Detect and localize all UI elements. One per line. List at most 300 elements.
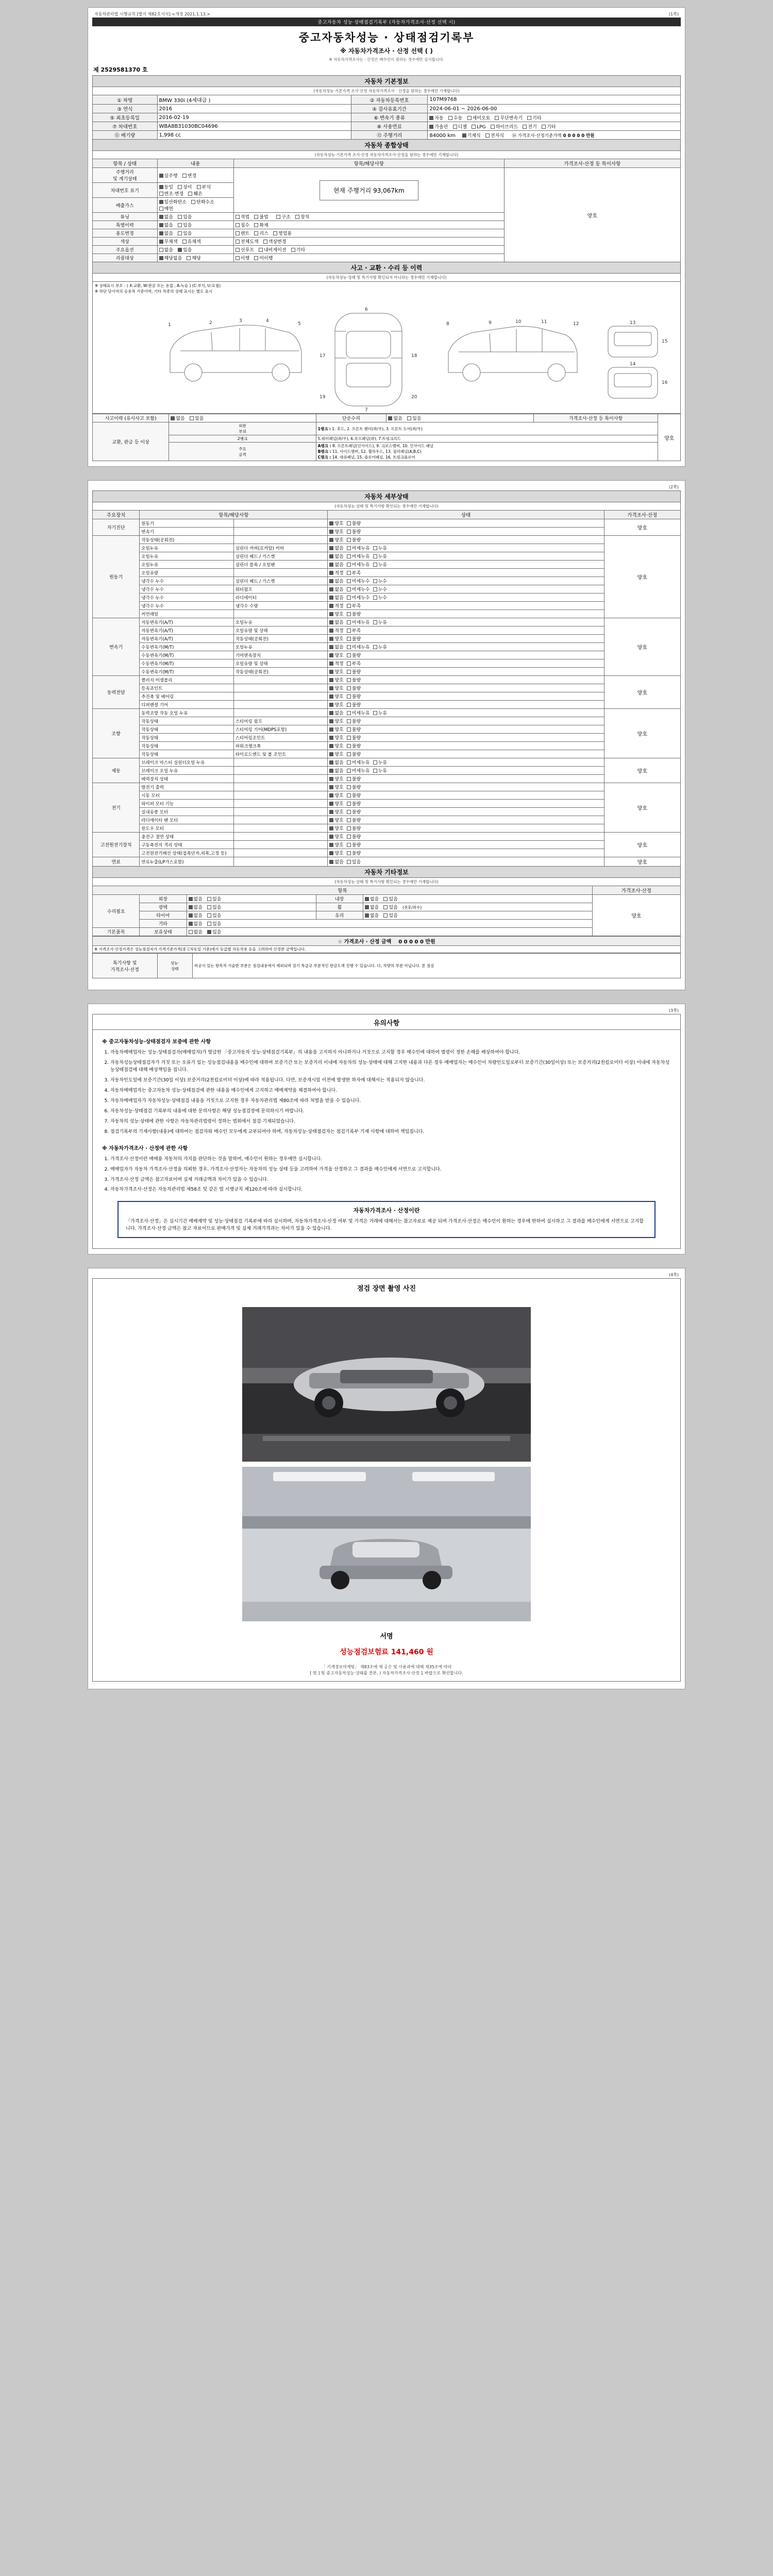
detail-item-sub: 스티어링 기어(MDPS포함) (233, 725, 328, 734)
detail-item-label: 원동기 (140, 519, 234, 528)
detail-item-sub: 오일누유 (233, 618, 328, 626)
chk-불량[interactable]: 불량 (347, 726, 361, 733)
chk-usage-yes[interactable]: 있음 (178, 230, 192, 236)
detail-item-sub: 워터펌프 (233, 585, 328, 594)
chk-meter-mech[interactable]: 기계식 (462, 132, 481, 139)
detail-item-sub (233, 783, 328, 791)
chk-trans-etc[interactable]: 기타 (527, 114, 541, 121)
chk-불량[interactable]: 불량 (347, 817, 361, 823)
chk-option-yes[interactable]: 있음 (178, 246, 192, 253)
simple-repair-value (386, 414, 533, 422)
chk-양호[interactable]: 양호 (329, 784, 343, 790)
chk-없음[interactable]: 없음 (329, 553, 343, 560)
chk-적정[interactable]: 적정 (329, 660, 343, 667)
chk-etc-none[interactable]: 없음 (189, 920, 203, 927)
chk-trans-auto[interactable]: 자동 (429, 114, 443, 121)
chk-미세누유[interactable]: 미세누유 (347, 643, 370, 650)
chk-tuning-yes[interactable]: 있음 (178, 213, 192, 220)
chk-fire[interactable]: 화재 (254, 222, 268, 228)
detail-item-sub: 오일누유 (233, 643, 328, 651)
document-number (92, 63, 681, 75)
notice-item: 1. 자동차매매업자는 성능·상태점검자(매매업자)가 발급한 「중고자동차 성능·상태점검기록부」의 내용을 고지하지 아니하거나 거짓으로 고지할 경우 매수인에 대하여 법령이 정한 손해를 배상하여야 합니다. (110, 1049, 671, 1057)
detail-options (328, 536, 604, 544)
detail-row (93, 651, 681, 659)
photo-area (92, 1297, 681, 1682)
detail-item-label: 추진축 및 베어링 (140, 692, 234, 701)
chk-fuel-diesel[interactable]: 디젤 (453, 123, 467, 130)
chk-glass-yes[interactable]: 있음 (383, 912, 397, 919)
detail-options (328, 569, 604, 577)
col-detail-group: 주요장치 (93, 511, 140, 519)
detail-item-sub (233, 841, 328, 849)
chk-recall-yes[interactable]: 해당 (187, 255, 200, 261)
detail-group-label: 원동기 (93, 536, 140, 618)
label-disp: ⑪ 배기량 (93, 131, 158, 140)
detail-row (93, 775, 681, 783)
row-usage-sub (233, 229, 504, 238)
chk-recall-done[interactable]: 이행 (236, 255, 249, 261)
row-color-label: 색상 (93, 238, 158, 246)
chk-int-yes[interactable]: 있음 (383, 895, 397, 902)
chk-lease[interactable]: 리스 (254, 230, 268, 236)
chk-불량[interactable]: 불량 (347, 742, 361, 749)
chk-미세누유[interactable]: 미세누유 (347, 561, 370, 568)
chk-양호[interactable]: 양호 (329, 841, 343, 848)
chk-etc-yes[interactable]: 있음 (207, 920, 221, 927)
chk-vin-corrode[interactable]: 부식 (197, 183, 211, 190)
repair-interior-opts (363, 895, 592, 903)
detail-row (93, 692, 681, 701)
chk-불량[interactable]: 불량 (347, 808, 361, 815)
chk-양호[interactable]: 양호 (329, 792, 343, 799)
detail-item-sub: 오일유량 및 상태 (233, 626, 328, 635)
special-note-table (92, 953, 681, 978)
chk-mileage-real[interactable]: 실주행 (159, 172, 178, 179)
chk-미세누유[interactable]: 미세누유 (347, 767, 370, 774)
detail-item-label: 실내송풍 모터 (140, 808, 234, 816)
detail-item-label: 라디에이터 팬 모터 (140, 816, 234, 824)
chk-tire-none[interactable]: 없음 (189, 912, 203, 919)
chk-양호[interactable]: 양호 (329, 817, 343, 823)
chk-fuel-lpg[interactable]: LPG (472, 125, 485, 130)
chk-없음[interactable]: 없음 (329, 709, 343, 716)
special-note-sub: 성능· 상태 (157, 954, 192, 978)
notice-sec2-head: ※ 자동차가격조사 · 산정에 관한 사항 (102, 1146, 188, 1152)
row-recall-sub (233, 254, 504, 262)
chk-vin-damage[interactable]: 훼손 (188, 190, 202, 197)
chk-불량[interactable]: 불량 (347, 784, 361, 790)
chk-history-yes[interactable]: 있음 (178, 222, 192, 228)
chk-accident-yes[interactable]: 있음 (190, 415, 204, 421)
chk-양호[interactable]: 양호 (329, 685, 343, 691)
chk-미세누유[interactable]: 미세누유 (347, 553, 370, 560)
chk-없음[interactable]: 없음 (329, 545, 343, 551)
chk-fuel-elec[interactable]: 전기 (523, 123, 536, 130)
notice-item: 7. 자동차의 성능·상태에 관한 사항은 자동차관리법령이 정하는 범위에서 점검·기재되었습니다. (110, 1118, 671, 1126)
chk-양호[interactable]: 양호 (329, 528, 343, 535)
detail-options (328, 659, 604, 668)
detail-row (93, 643, 681, 651)
chk-불량[interactable]: 불량 (347, 701, 361, 708)
detail-item-sub: 작동상태(공회전) (233, 635, 328, 643)
chk-basic-yes[interactable]: 있음 (207, 928, 221, 935)
chk-co[interactable]: 일산화탄소 (159, 198, 187, 205)
detail-row (93, 544, 681, 552)
chk-양호[interactable]: 양호 (329, 808, 343, 815)
label-year: ③ 연식 (93, 105, 158, 113)
chk-trans-manual[interactable]: 수동 (448, 114, 462, 121)
detail-row (93, 742, 681, 750)
detail-body (93, 519, 681, 867)
page-2 (88, 480, 685, 990)
detail-item-sub: 실린더 블록 / 오일팬 (233, 561, 328, 569)
chk-미세누유[interactable]: 미세누유 (347, 619, 370, 625)
detail-options (328, 808, 604, 816)
chk-wheel-yes[interactable]: 있음 (383, 904, 397, 910)
chk-양호[interactable]: 양호 (329, 668, 343, 675)
label-trans: ⑥ 변속기 종류 (351, 113, 428, 122)
chk-불량[interactable]: 불량 (347, 528, 361, 535)
svg-text:19: 19 (320, 395, 326, 400)
detail-row (93, 668, 681, 676)
chk-누유[interactable]: 누유 (373, 643, 387, 650)
detail-row (93, 824, 681, 833)
chk-불량[interactable]: 불량 (347, 833, 361, 840)
detail-row (93, 676, 681, 684)
detail-item-label: 오일유량 (140, 569, 234, 577)
chk-repaint-all[interactable]: 전체도색 (236, 238, 259, 245)
detail-item-label: 냉각수 누수 (140, 594, 234, 602)
page2-topline (92, 484, 681, 490)
chk-tuning-none[interactable]: 없음 (159, 213, 173, 220)
detail-item-sub (233, 519, 328, 528)
row-usage-label: 용도변경 (93, 229, 158, 238)
chk-양호[interactable]: 양호 (329, 850, 343, 856)
detail-options (328, 668, 604, 676)
notice-item: 4. 자동차가격조사·산정은 자동차관리법 제58조 및 같은 법 시행규칙 제120조에 따라 실시합니다. (110, 1186, 671, 1194)
chk-sunroof[interactable]: 선루프 (236, 246, 254, 253)
chk-부족[interactable]: 부족 (347, 627, 361, 634)
detail-item-sub (233, 528, 328, 536)
chk-없음[interactable]: 없음 (329, 858, 343, 865)
chk-vin-diff[interactable]: 상이 (178, 183, 192, 190)
chk-option-etc[interactable]: 기타 (291, 246, 305, 253)
chk-양호[interactable]: 양호 (329, 652, 343, 658)
chk-불량[interactable]: 불량 (347, 825, 361, 832)
chk-rent[interactable]: 렌트 (236, 230, 249, 236)
chk-불량[interactable]: 불량 (347, 775, 361, 782)
svg-text:8: 8 (446, 321, 449, 327)
chk-불량[interactable]: 불량 (347, 841, 361, 848)
chk-hc[interactable]: 탄화수소 (191, 198, 214, 205)
repair-polish-opts (187, 903, 316, 911)
chk-양호[interactable]: 양호 (329, 611, 343, 617)
notice-item: 1. 가격조사·산정이란 매매용 자동차의 가치를 판단하는 것을 말하며, 매수인이 원하는 경우에만 실시합니다. (110, 1156, 671, 1163)
detail-item-label: 작동상태 (140, 717, 234, 725)
svg-text:5: 5 (298, 321, 301, 327)
doc-title-block (92, 26, 681, 63)
repair-exterior-opts (187, 895, 316, 903)
col-detail-item: 항목/해당사항 (140, 511, 328, 519)
chk-양호[interactable]: 양호 (329, 693, 343, 700)
overall-table (92, 159, 681, 262)
value-year: 2016 (157, 105, 351, 113)
chk-tuning-legal[interactable]: 적법 (236, 213, 249, 220)
chk-없음[interactable]: 없음 (329, 767, 343, 774)
repair-wheel-opts: 없음 있음 (전후/좌우) (363, 903, 592, 911)
chk-trans-cvt[interactable]: 무단변속기 (495, 114, 522, 121)
chk-누수[interactable]: 누수 (373, 594, 387, 601)
chk-미세누수[interactable]: 미세누수 (347, 586, 370, 592)
page-topline (92, 11, 681, 18)
chk-usage-none[interactable]: 없음 (159, 230, 173, 236)
chk-양호[interactable]: 양호 (329, 742, 343, 749)
detail-group-label: 변속기 (93, 618, 140, 676)
detail-options (328, 544, 604, 552)
chk-누유[interactable]: 누유 (373, 553, 387, 560)
value-car-name: BMW 330i (4세대급 ) (157, 95, 351, 105)
chk-부족[interactable]: 부족 (347, 660, 361, 667)
notice-body (93, 1030, 680, 1248)
chk-누유[interactable]: 누유 (373, 545, 387, 551)
chk-미세누유[interactable]: 미세누유 (347, 709, 370, 716)
chk-양호[interactable]: 양호 (329, 520, 343, 527)
chk-있음[interactable]: 있음 (347, 858, 361, 865)
chk-basic-none[interactable]: 없음 (189, 928, 203, 935)
chk-navigation[interactable]: 내비게이션 (259, 246, 286, 253)
chk-wheel-none[interactable]: 없음 (365, 904, 379, 910)
value-inspection: 2024-06-01 ~ 2026-06-00 (428, 105, 681, 113)
detail-item-label: 충전구 절연 상태 (140, 833, 234, 841)
chk-meter-elec[interactable]: 전자식 (485, 132, 504, 139)
chk-누수[interactable]: 누수 (373, 578, 387, 584)
chk-ext-none[interactable]: 없음 (189, 895, 203, 902)
accident-legend-2: ※ 하단 당사자의 승용차 기준이며, 기타 차종의 상태 표시는 별도 표시 (95, 289, 213, 294)
chk-적정[interactable]: 적정 (329, 569, 343, 576)
chk-누유[interactable]: 누유 (373, 619, 387, 625)
accident-legend-1: ※ 상태표시 부호 : ( X:교환, W:판금 또는 용접 , A:녹슴 ) (C:부식, U:요철) (95, 283, 221, 289)
chk-color-achromatic[interactable]: 무채색 (159, 238, 178, 245)
chk-양호[interactable]: 양호 (329, 734, 343, 741)
vehicle-damage-diagram (92, 295, 681, 414)
chk-부족[interactable]: 부족 (347, 602, 361, 609)
chk-glass-none[interactable]: 없음 (365, 912, 379, 919)
chk-polish-none[interactable]: 없음 (189, 904, 203, 910)
chk-mileage-changed[interactable]: 변경 (182, 172, 196, 179)
chk-없음[interactable]: 없음 (329, 759, 343, 766)
chk-미세누수[interactable]: 미세누수 (347, 578, 370, 584)
value-fuel (428, 122, 681, 131)
chk-양호[interactable]: 양호 (329, 718, 343, 724)
detail-options (328, 602, 604, 610)
docno-value: 2529581370 (100, 66, 141, 74)
chk-없음[interactable]: 없음 (329, 619, 343, 625)
chk-int-none[interactable]: 없음 (365, 895, 379, 902)
row-recall-label: 리콜대상 (93, 254, 158, 262)
chk-smoke[interactable]: 매연 (159, 205, 173, 212)
chk-불량[interactable]: 불량 (347, 635, 361, 642)
detail-options (328, 701, 604, 709)
chk-양호[interactable]: 양호 (329, 536, 343, 543)
chk-불량[interactable]: 불량 (347, 800, 361, 807)
chk-없음[interactable]: 없음 (329, 594, 343, 601)
detail-options (328, 643, 604, 651)
chk-tuning-illegal[interactable]: 불법 (254, 213, 268, 220)
chk-누유[interactable]: 누유 (373, 709, 387, 716)
notice-item: 5. 자동차매매업자가 자동차성능·상태점검 내용을 거짓으로 고지한 경우 자동차관리법 제80조에 따라 처벌을 받을 수 있습니다. (110, 1097, 671, 1105)
chk-trans-semi[interactable]: 세미오토 (467, 114, 491, 121)
chk-양호[interactable]: 양호 (329, 825, 343, 832)
chk-불량[interactable]: 불량 (347, 792, 361, 799)
detail-item-label: 고전원전기배선 상태(접촉단자,피복,고정 등) (140, 849, 234, 857)
detail-group-label: 고전원전기장치 (93, 833, 140, 857)
repair-tire-label: 타이어 (140, 911, 187, 920)
chk-불량[interactable]: 불량 (347, 676, 361, 683)
chk-양호[interactable]: 양호 (329, 800, 343, 807)
chk-미세누유[interactable]: 미세누유 (347, 759, 370, 766)
value-price-base: 0 0 0 0 0 만원 (563, 133, 595, 139)
rank-c: C랭크 : 14. 대쉬패널, 15. 플로어패널, 16. 트렁크플로어 (317, 455, 415, 460)
chk-fuel-hybrid[interactable]: 하이브리드 (491, 123, 518, 130)
chk-적정[interactable]: 적정 (329, 602, 343, 609)
detail-options (328, 626, 604, 635)
chk-불량[interactable]: 불량 (347, 751, 361, 757)
detail-options (328, 684, 604, 692)
value-mileage (428, 131, 681, 140)
chk-양호[interactable]: 양호 (329, 775, 343, 782)
section-detail-note: (자동차성능·상태 및 특기사항 확인되는 경우에만 기재합니다) (92, 502, 681, 510)
notice-sec1-head: ※ 중고자동차성능·상태점검자 보증에 관한 사항 (102, 1039, 211, 1045)
doc-header-bar: 중고자동차 성능·상태점검기록부 (자동차가격조사·산정 선택 시) (92, 18, 681, 26)
value-trans (428, 113, 681, 122)
chk-양호[interactable]: 양호 (329, 751, 343, 757)
chk-fuel-gas[interactable]: 가솔린 (429, 123, 448, 130)
special-note-body: 비공식 있는 항목적 기술한 부분은 점검내용에서 제외되며 검기 특급규 부분적인 판금도색 진행 수 있습니다. 다, 차량의 부분 아닙니다. 본 점검 (192, 954, 680, 978)
chk-적정[interactable]: 적정 (329, 627, 343, 634)
chk-미세누수[interactable]: 미세누수 (347, 594, 370, 601)
doc-subtitle: ※ 자동차가격조사 · 산정 선택 ( ) (340, 47, 433, 55)
chk-불량[interactable]: 불량 (347, 718, 361, 724)
chk-양호[interactable]: 양호 (329, 635, 343, 642)
rank-outer-label2: 2랭크 (169, 435, 316, 443)
chk-양호[interactable]: 양호 (329, 701, 343, 708)
chk-business[interactable]: 영업용 (273, 230, 292, 236)
chk-불량[interactable]: 불량 (347, 685, 361, 691)
notice-item: 3. 자동차인도일에 보증기간(30일 이상) 보증거리(2천킬로미터 이상)에 따라 적용됩니다. 다만, 보증개시일 이전에 발생한 하자에 대해서는 적용되지 않습니다. (110, 1077, 671, 1084)
detail-item-label: 자동변속기(A/T) (140, 626, 234, 635)
chk-history-none[interactable]: 없음 (159, 222, 173, 228)
chk-양호[interactable]: 양호 (329, 726, 343, 733)
accident-legend (92, 281, 681, 295)
chk-불량[interactable]: 불량 (347, 611, 361, 617)
label-fuel: ⑧ 사용연료 (351, 122, 428, 131)
chk-fuel-etc[interactable]: 기타 (542, 123, 556, 130)
chk-color-chromatic[interactable]: 유채색 (182, 238, 201, 245)
chk-없음[interactable]: 없음 (329, 643, 343, 650)
chk-repair-none[interactable]: 없음 (388, 415, 402, 421)
detail-group-price: 양호 (604, 783, 680, 833)
rank-a: A랭크 : 8. 프론트패널(인사이드), 9. 크로스멤버, 10. 인사이드 패널 (317, 444, 433, 449)
detail-item-sub: 실린더 헤드 / 가스켓 (233, 577, 328, 585)
chk-color-change[interactable]: 색상변경 (263, 238, 287, 245)
chk-불량[interactable]: 불량 (347, 668, 361, 675)
chk-불량[interactable]: 불량 (347, 652, 361, 658)
chk-없음[interactable]: 없음 (329, 561, 343, 568)
detail-item-label: 발전기 출력 (140, 783, 234, 791)
chk-없음[interactable]: 없음 (329, 586, 343, 592)
chk-불량[interactable]: 불량 (347, 693, 361, 700)
chk-불량[interactable]: 불량 (347, 850, 361, 856)
detail-item-sub (233, 791, 328, 800)
page-number-2: (2쪽) (668, 485, 679, 490)
label-plate: ② 자동차등록번호 (351, 95, 428, 105)
row-tuning-opts (157, 213, 233, 221)
chk-누유[interactable]: 누유 (373, 561, 387, 568)
detail-item-label: 클러치 어셈블리 (140, 676, 234, 684)
chk-불량[interactable]: 불량 (347, 734, 361, 741)
detail-item-label: 냉각수 누수 (140, 585, 234, 594)
detail-options (328, 651, 604, 659)
chk-tire-yes[interactable]: 있음 (207, 912, 221, 919)
detail-row (93, 717, 681, 725)
detail-item-sub: 라디에이터 (233, 594, 328, 602)
chk-누유[interactable]: 누유 (373, 759, 387, 766)
chk-부족[interactable]: 부족 (347, 569, 361, 576)
detail-options (328, 585, 604, 594)
detail-options (328, 857, 604, 867)
chk-불량[interactable]: 불량 (347, 520, 361, 527)
chk-ext-yes[interactable]: 있음 (207, 895, 221, 902)
chk-미세누유[interactable]: 미세누유 (347, 545, 370, 551)
chk-accident-none[interactable]: 없음 (171, 415, 184, 421)
chk-polish-yes[interactable]: 있음 (207, 904, 221, 910)
chk-recall-na[interactable]: 해당없음 (159, 255, 182, 261)
chk-양호[interactable]: 양호 (329, 676, 343, 683)
detail-row (93, 833, 681, 841)
repair-glass-opts (363, 911, 592, 920)
chk-vin-same[interactable]: 동일 (159, 183, 173, 190)
chk-tuning-structure[interactable]: 구조 (276, 213, 290, 220)
detail-row (93, 602, 681, 610)
detail-group-price: 양호 (604, 758, 680, 783)
chk-없음[interactable]: 없음 (329, 578, 343, 584)
chk-flood[interactable]: 침수 (236, 222, 249, 228)
svg-text:7: 7 (365, 408, 368, 413)
notice-item: 2. 자동차성능상태점검자가 거짓 또는 오류가 있는 성능점검내용을 매수인에 대하여 보증기간 또는 보증거리 이내에 자동차의 성능·상태에 대해 고지한 내용과 다른 경우 매매업자는 매수인이 차량인도일로부터 보증기간(30일이상) 또는 보증거리(2천킬로미터 이상) 이내에 자동차성능상태점검에 대해 배상책임을 집니다. (110, 1059, 671, 1075)
chk-repair-yes[interactable]: 있음 (407, 415, 421, 421)
overall-special-value: 양호 (504, 168, 680, 262)
chk-vin-mod[interactable]: 변조·변경 (159, 190, 184, 197)
svg-text:16: 16 (662, 380, 668, 386)
detail-item-label: 수동변속기(M/T) (140, 643, 234, 651)
chk-양호[interactable]: 양호 (329, 833, 343, 840)
chk-option-none[interactable]: 없음 (159, 246, 173, 253)
chk-누수[interactable]: 누수 (373, 586, 387, 592)
detail-item-label: 작동상태 (140, 725, 234, 734)
detail-group-price: 양호 (604, 618, 680, 676)
value-first-reg: 2016-02-19 (157, 113, 351, 122)
rank-outer-1: 1랭크 : 1. 후드, 2. 프론트 펜더(좌/우), 3. 프론트 도어(좌/우) (316, 422, 658, 435)
chk-tuning-device[interactable]: 장치 (295, 213, 309, 220)
section-overall-note: (자동차성능·기본가격 조사·산정 자동차가격조사·산정을 원하는 경우에만 기재합니다) (92, 150, 681, 159)
detail-item-sub (233, 849, 328, 857)
chk-누유[interactable]: 누유 (373, 767, 387, 774)
chk-불량[interactable]: 불량 (347, 536, 361, 543)
detail-options (328, 519, 604, 528)
chk-recall-undone[interactable]: 미이행 (254, 255, 273, 261)
detail-item-label: 구동축전지 격리 상태 (140, 841, 234, 849)
row-color-sub (233, 238, 504, 246)
